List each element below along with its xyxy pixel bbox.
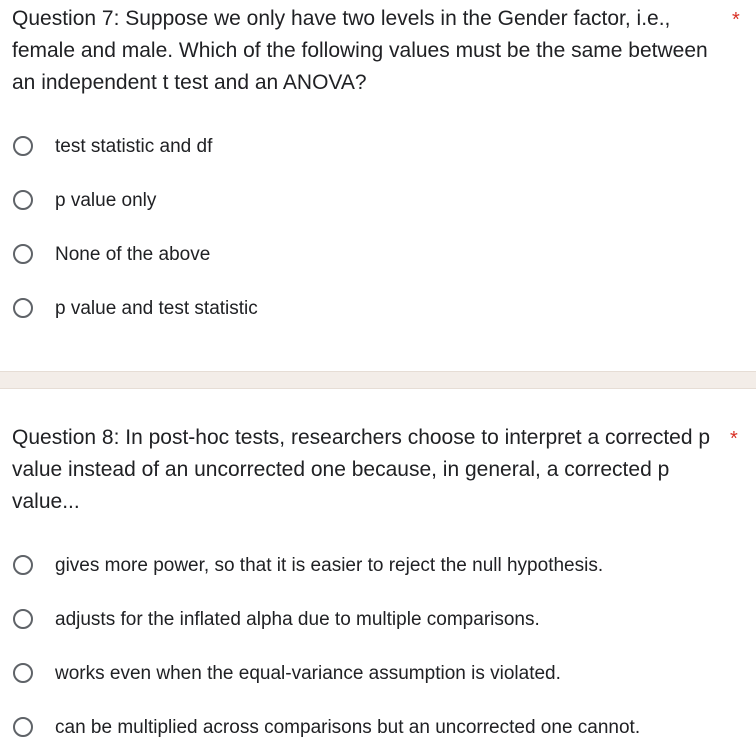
radio-button[interactable] [13, 190, 33, 210]
radio-option[interactable] [0, 229, 756, 283]
radio-option[interactable] [0, 540, 756, 594]
radio-option[interactable] [0, 594, 756, 648]
question-title: Question 7: Suppose we only have two levels in the Gender factor, i.e., female and male. Which of the following values must be the same between an independent t test and an ANOVA? [12, 7, 708, 94]
required-asterisk: * [730, 428, 738, 450]
radio-button[interactable] [13, 663, 33, 683]
option-label[interactable]: works even when the equal-variance assumption is violated. [55, 663, 561, 684]
required-asterisk: * [732, 9, 740, 31]
radio-button[interactable] [13, 298, 33, 318]
option-label[interactable]: test statistic and df [55, 136, 213, 157]
option-label[interactable]: None of the above [55, 244, 211, 265]
radio-button[interactable] [13, 717, 33, 737]
section-divider [0, 371, 756, 389]
radio-option[interactable] [0, 283, 756, 337]
question-8 [0, 389, 756, 748]
radio-button[interactable] [13, 609, 33, 629]
question-7 [0, 0, 756, 371]
radio-button[interactable] [13, 136, 33, 156]
radio-group [0, 121, 756, 337]
radio-button[interactable] [13, 244, 33, 264]
option-label[interactable]: p value and test statistic [55, 298, 258, 319]
radio-option[interactable] [0, 648, 756, 702]
radio-option[interactable] [0, 121, 756, 175]
radio-button[interactable] [13, 555, 33, 575]
option-label[interactable]: gives more power, so that it is easier to reject the null hypothesis. [55, 555, 604, 576]
radio-group [0, 540, 756, 756]
option-label[interactable]: p value only [55, 190, 157, 211]
option-label[interactable]: can be multiplied across comparisons but an uncorrected one cannot. [55, 717, 641, 738]
option-label[interactable]: adjusts for the inflated alpha due to multiple comparisons. [55, 609, 540, 630]
radio-option[interactable] [0, 175, 756, 229]
question-title: Question 8: In post-hoc tests, researchers choose to interpret a corrected p value instead of an uncorrected one because, in general, a corrected p value... [12, 426, 711, 513]
